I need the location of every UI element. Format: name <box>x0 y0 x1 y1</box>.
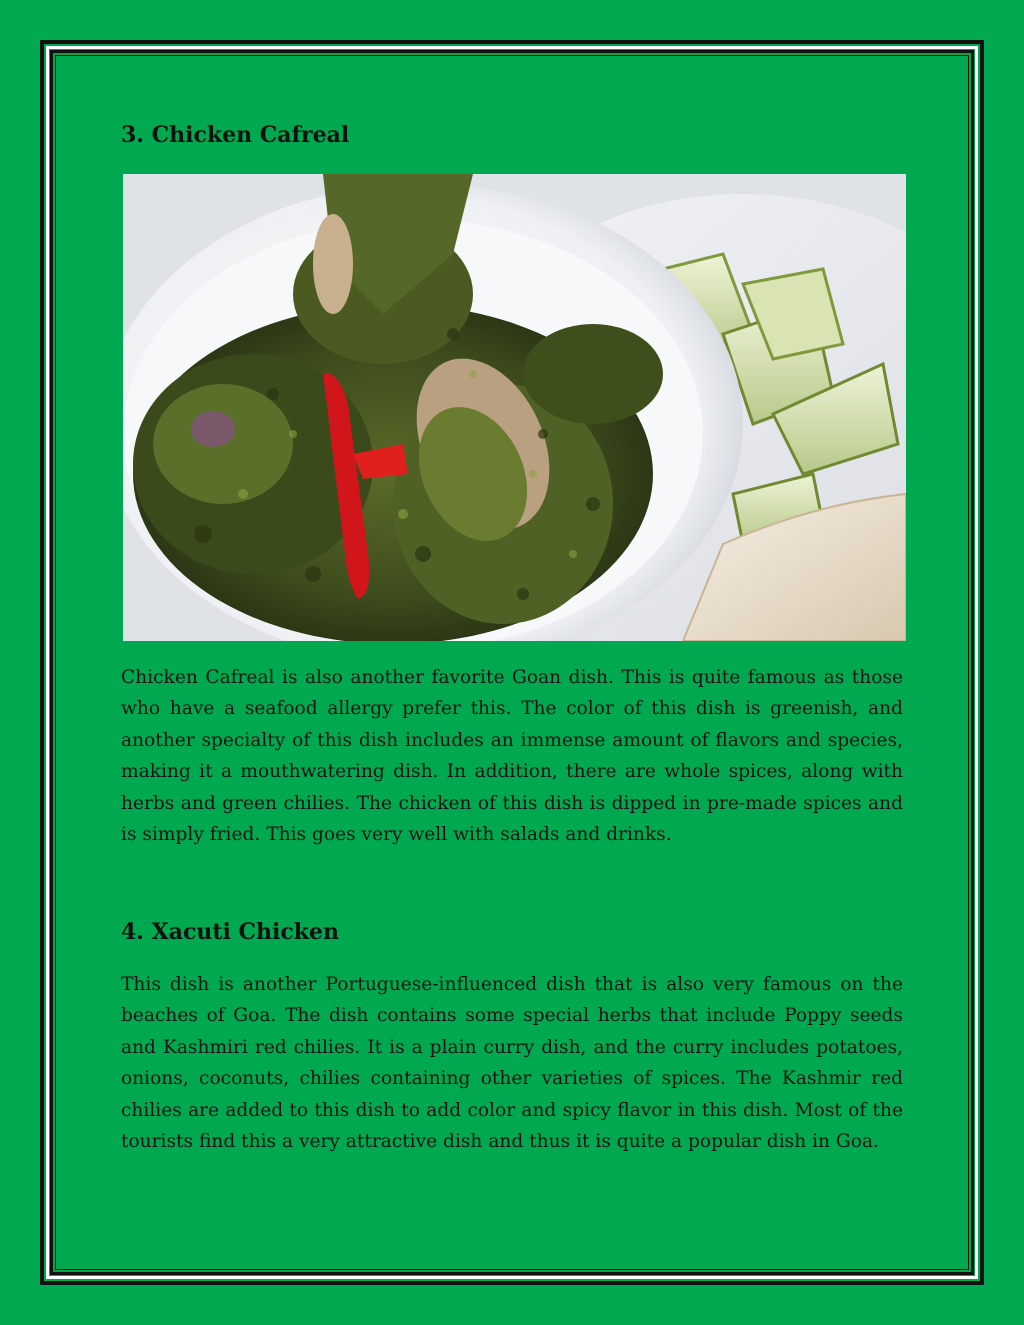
section-heading-chicken-cafreal: 3. Chicken Cafreal <box>121 122 350 148</box>
section-paragraph-xacuti-chicken: This dish is another Portuguese-influenced dish that is also very famous on the beaches of Goa. The dish contains some special herbs that include Poppy seeds and Kashmiri red chilies. It is a plain curry dish, and the curry includes potatoes, onions, coconuts, chilies containing other varieties of spices. The Kashmir red chilies are added to this dish to add color and spicy flavor in this dish. Most of the tourists find this a very attractive dish and thus it is quite a popular dish in Goa. <box>121 974 903 1153</box>
section-heading-xacuti-chicken: 4. Xacuti Chicken <box>121 919 340 945</box>
chicken-cafreal-photo <box>123 174 906 641</box>
section-paragraph-chicken-cafreal: Chicken Cafreal is also another favorite Goan dish. This is quite famous as those who have a seafood allergy prefer this. The color of this dish is greenish, and another specialty of this dish includes an immense amount of flavors and species, making it a mouthwatering dish. In addition, there are whole spices, along with herbs and green chilies. The chicken of this dish is dipped in pre-made spices and is simply fried. This goes very well with salads and drinks. <box>121 667 903 846</box>
